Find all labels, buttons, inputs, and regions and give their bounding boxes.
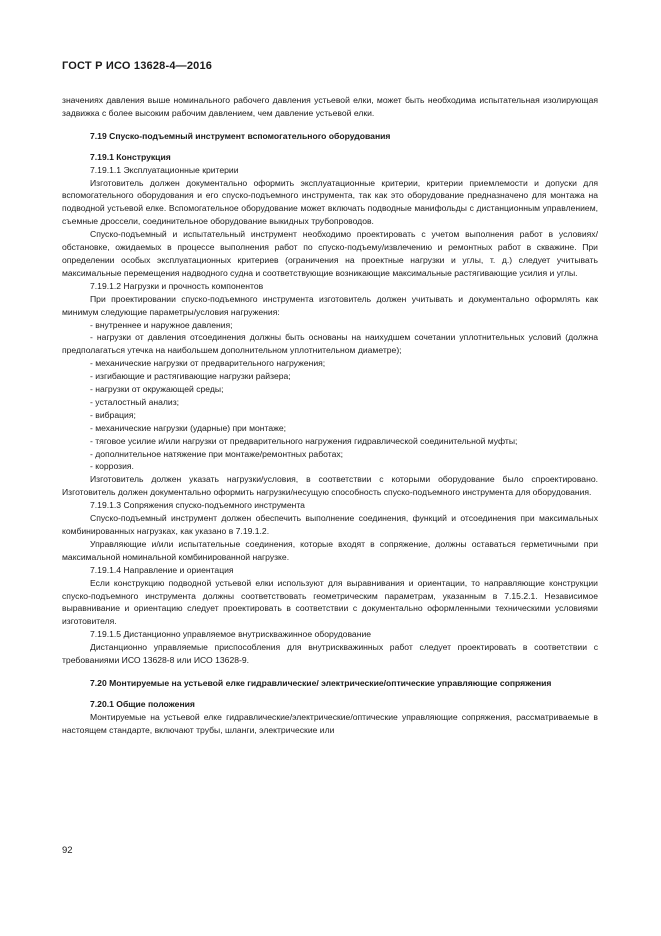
list-item: - дополнительное натяжение при монтаже/ремонтных работах;: [90, 448, 344, 459]
paragraph: Если конструкцию подводной устьевой елки используют для выравнивания и ориентации, то направляющие конструкции спуско-подъемного инструмента должны соответствовать геометрическим параметрам, указанным в 7.15.2.1. Независимое выравнивание и ориентацию следует проектировать в соответствии с документально оформленными техническими условиями изготовителя.: [62, 577, 598, 627]
paragraph: Спуско-подъемный инструмент должен обеспечить выполнение соединения, функций и отсоединения при максимальных комбинированных нагрузках, как указано в 7.19.1.2.: [62, 513, 598, 536]
clause-title-7-19-1-4: 7.19.1.4 Направление и ориентация: [90, 564, 234, 575]
section-heading-7-19: 7.19 Спуско-подъемный инструмент вспомогательного оборудования: [90, 130, 391, 141]
paragraph: Изготовитель должен указать нагрузки/условия, в соответствии с которыми оборудование было спроектировано. Изготовитель должен документально оформить нагрузки/несущую способность спуско-подъемного инструмента для оборудования.: [62, 474, 598, 498]
clause-title-7-19-1-2: 7.19.1.2 Нагрузки и прочность компонентов: [90, 280, 264, 291]
list-item: - нагрузки от окружающей среды;: [90, 384, 224, 395]
paragraph: При проектировании спуско-подъемного инструмента изготовитель должен учитывать и документально оформлять как минимум следующие параметры/условия нагружения:: [62, 293, 598, 317]
document-body: [62, 94, 598, 737]
list-item: - внутреннее и наружное давления;: [90, 319, 233, 330]
list-item: - механические нагрузки от предварительного нагружения;: [90, 358, 326, 369]
list-item: - усталостный анализ;: [90, 396, 180, 407]
paragraph: Изготовитель должен документально оформить эксплуатационные критерии, критерии приемлемости и допуски для вспомогательного оборудования и его спуско-подъемного инструмента, так как это оборудование предназначено для монтажа на подводной устьевой елке. Вспомогательное оборудование может включать подводные манифольды с дистанционным управлением, съемные дроссели, соединительное оборудование выкидных трубопроводов.: [62, 177, 598, 227]
clause-title-7-19-1-3: 7.19.1.3 Сопряжения спуско-подъемного инструмента: [90, 500, 305, 511]
section-heading-7-20: 7.20 Монтируемые на устьевой елке гидравлические/ электрические/оптические управляющие сопряжения: [90, 677, 552, 688]
paragraph: Управляющие и/или испытательные соединения, которые входят в сопряжение, должны оставаться герметичными при максимальной номинальной комбинированной нагрузке.: [62, 538, 598, 562]
list-item: - нагрузки от давления отсоединения должны быть основаны на наихудшем сочетании уплотнительных условий (должна предполагаться утечка на наибольшем дополнительном уплотнительном диаметре);: [62, 332, 598, 356]
list-item: - механические нагрузки (ударные) при монтаже;: [90, 422, 287, 433]
paragraph: Спуско-подъемный и испытательный инструмент необходимо проектировать с учетом выполнения работ в условиях/обстановке, ожидаемых в процессе выполнения работ по спуско-подъему/извлечению и ремонтных работ в скважине. При определении особых эксплуатационных критериев (ограничения на проектные нагрузки и углы, т. д.) следует учитывать максимальные перемещения надводного судна и соответствующие возникающие максимальные растягивающие усилия и углы.: [62, 229, 598, 278]
paragraph-intro: значениях давления выше номинального рабочего давления устьевой елки, может быть необходима испытательная изолирующая задвижка с более высоким рабочим давлением, чем давление устьевой елки.: [62, 95, 598, 118]
list-item: - коррозия.: [90, 461, 134, 472]
list-item: - вибрация;: [90, 409, 136, 420]
page-number: 92: [62, 845, 73, 856]
clause-title-7-19-1-5: 7.19.1.5 Дистанционно управляемое внутрискважинное оборудование: [90, 629, 372, 640]
subsection-heading-7-20-1: 7.20.1 Общие положения: [90, 698, 195, 709]
paragraph: Монтируемые на устьевой елке гидравлические/электрические/оптические управляющие сопряжения, рассматриваемые в настоящем стандарте, включают трубы, шланги, электрические или: [62, 711, 598, 735]
paragraph: Дистанционно управляемые приспособления для внутрискважинных работ следует проектировать в соответствии с требованиями ИСО 13628-8 или ИСО 13628-9.: [62, 642, 598, 666]
document-header: ГОСТ Р ИСО 13628-4—2016: [62, 60, 213, 72]
list-item: - изгибающие и растягивающие нагрузки райзера;: [90, 371, 291, 382]
subsection-heading-7-19-1: 7.19.1 Конструкция: [90, 151, 171, 162]
list-item: - тяговое усилие и/или нагрузки от предварительного нагружения гидравлической соединительной муфты;: [90, 435, 518, 446]
clause-title-7-19-1-1: 7.19.1.1 Эксплуатационные критерии: [90, 164, 239, 175]
